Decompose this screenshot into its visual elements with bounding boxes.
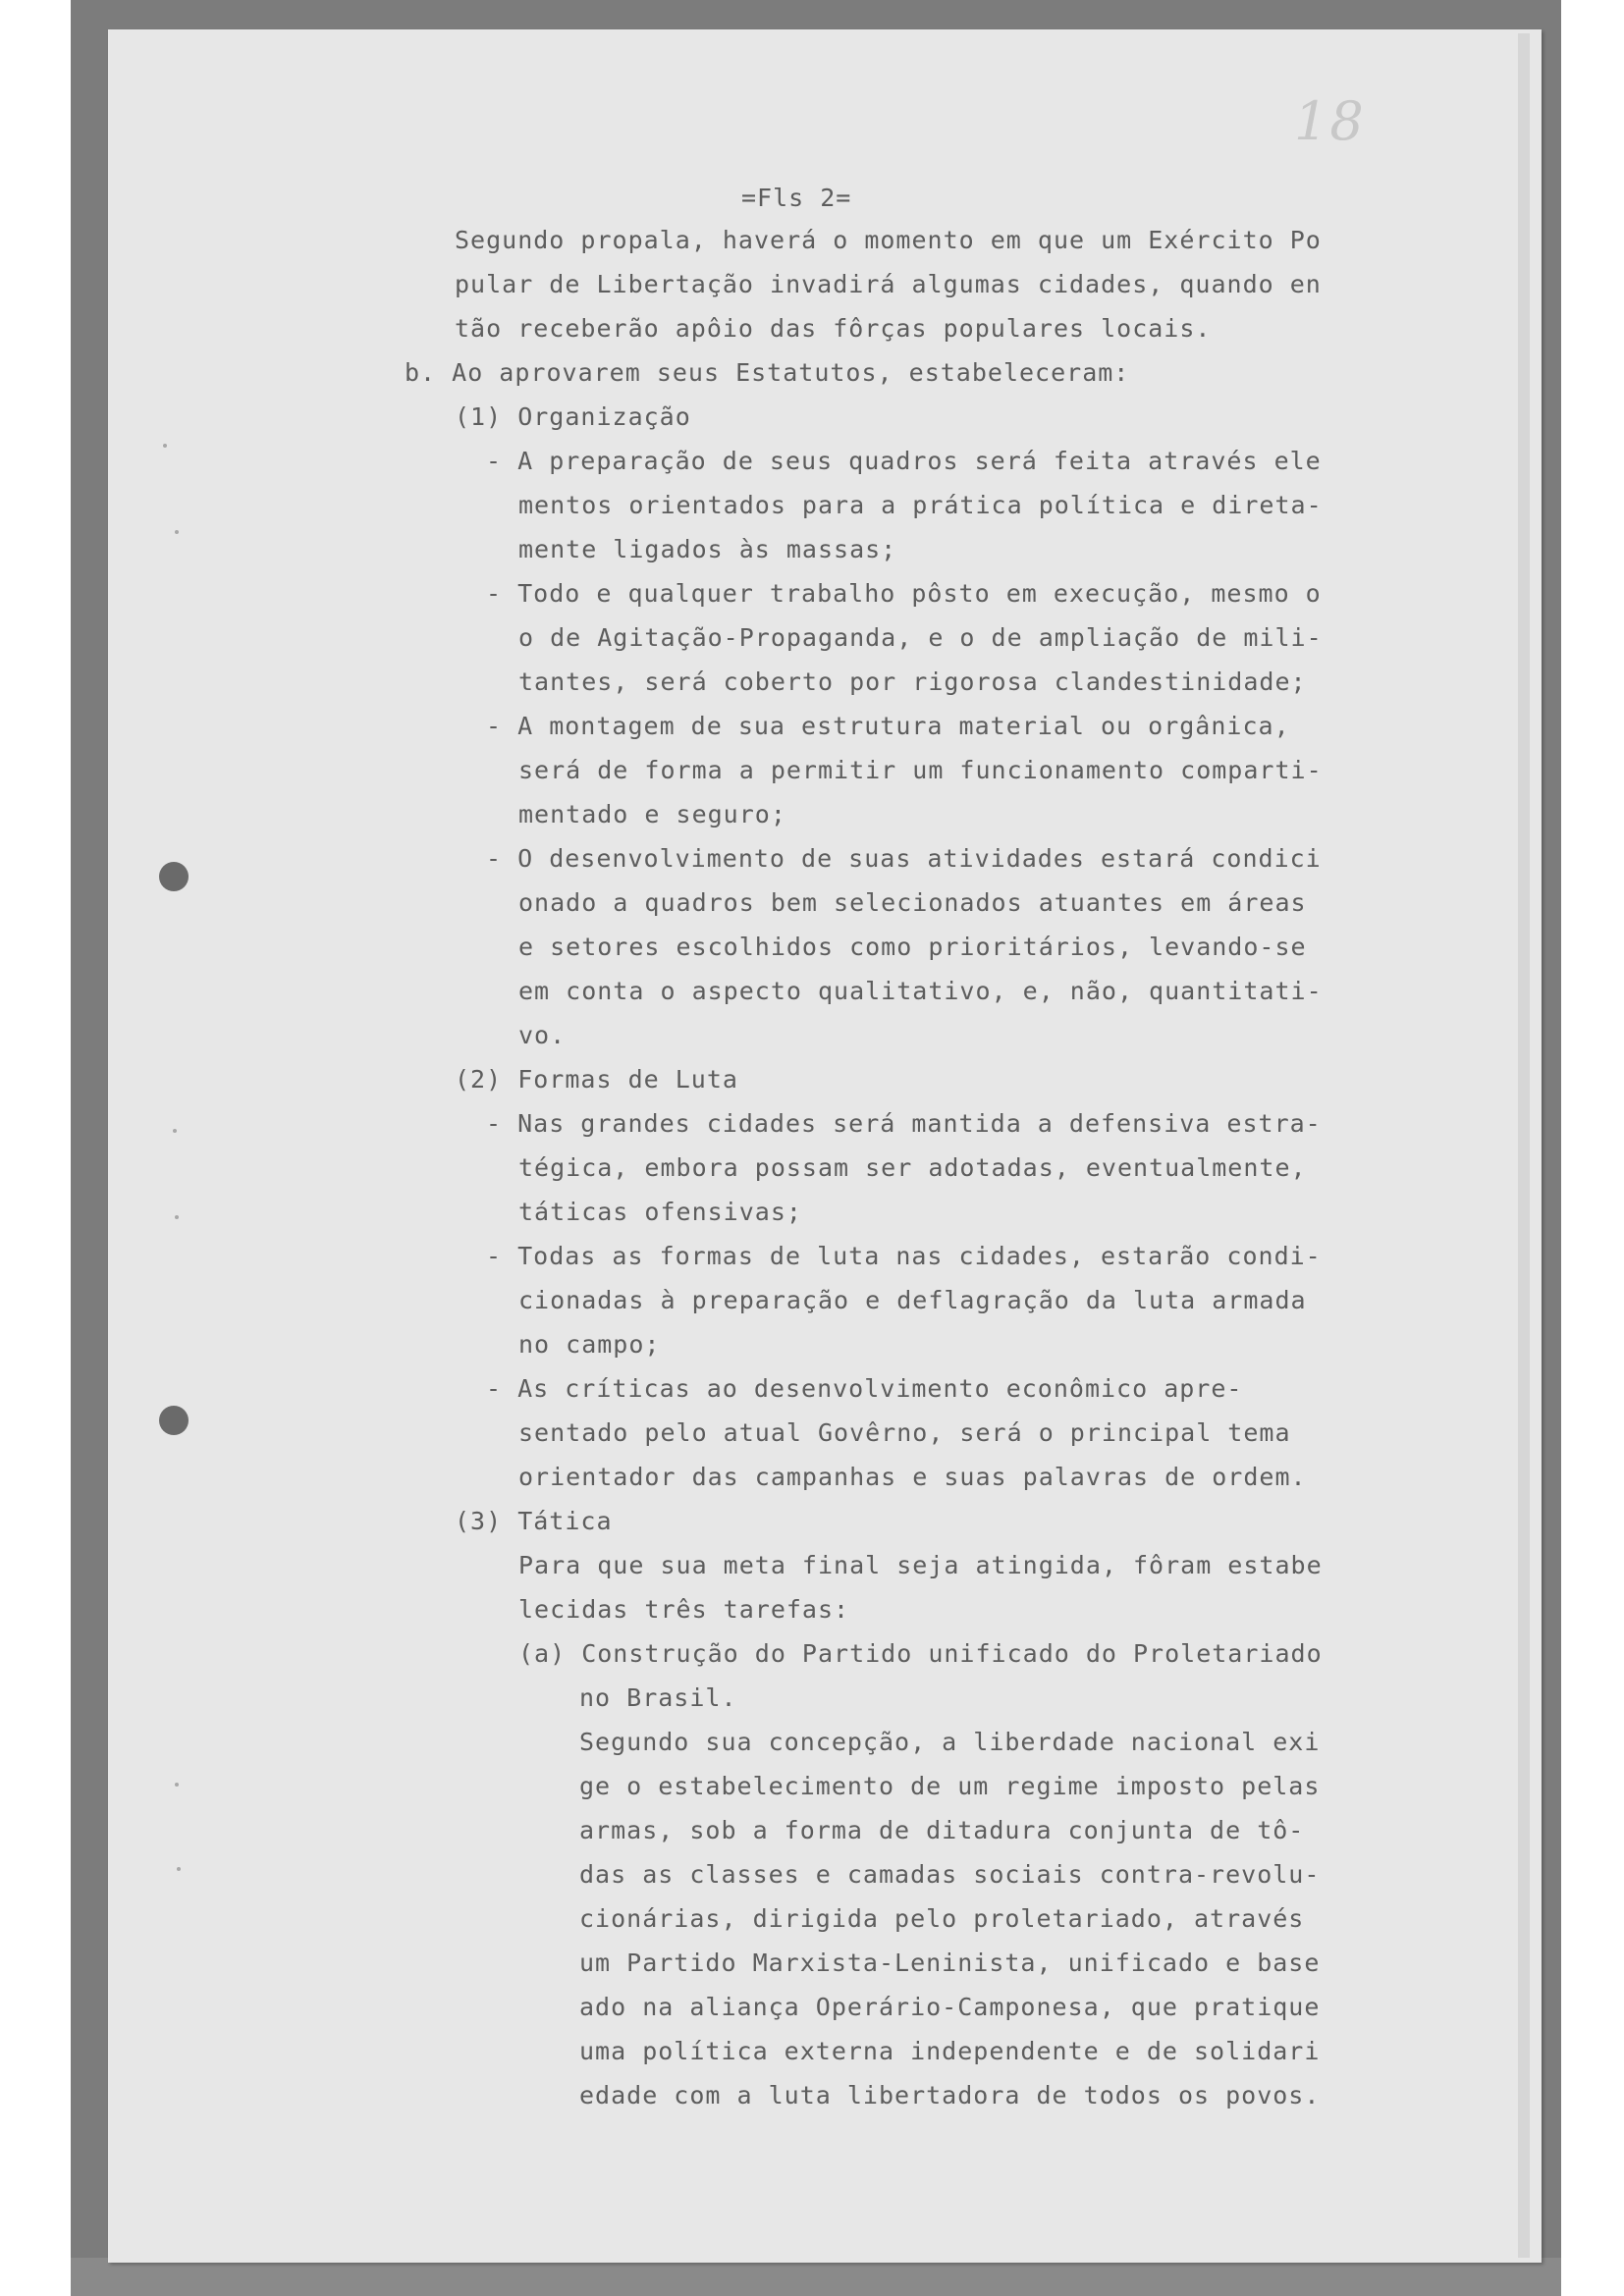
text-line: mente ligados às massas; <box>518 535 897 563</box>
text-line: ge o estabelecimento de um regime imposto pelas <box>579 1772 1321 1800</box>
text-line: em conta o aspecto qualitativo, e, não, quantitati- <box>518 977 1323 1005</box>
text-line: Segundo sua concepção, a liberdade nacional exi <box>579 1728 1321 1756</box>
text-line: - O desenvolvimento de suas atividades estará condici <box>486 844 1322 873</box>
text-line: - A montagem de sua estrutura material ou orgânica, <box>486 712 1290 740</box>
text-line: no Brasil. <box>579 1683 737 1712</box>
text-line: das as classes e camadas sociais contra-revolu- <box>579 1860 1321 1889</box>
text-line: será de forma a permitir um funcionamento comparti- <box>518 756 1323 784</box>
page-header: =Fls 2= <box>741 184 852 212</box>
text-line: Para que sua meta final seja atingida, fôram estabe <box>518 1551 1323 1579</box>
text-line: cionárias, dirigida pelo proletariado, através <box>579 1904 1305 1933</box>
text-line: - Todas as formas de luta nas cidades, estarão condi- <box>486 1242 1322 1270</box>
text-line: pular de Libertação invadirá algumas cidades, quando en <box>455 270 1322 298</box>
text-line: tantes, será coberto por rigorosa clandestinidade; <box>518 667 1307 696</box>
text-line: edade com a luta libertadora de todos os povos. <box>579 2081 1321 2109</box>
text-line: mentado e seguro; <box>518 800 786 828</box>
section-heading: (1) Organização <box>455 402 691 431</box>
text-line: e setores escolhidos como prioritários, levando-se <box>518 933 1307 961</box>
text-line: o de Agitação-Propaganda, e o de ampliação de mili- <box>518 623 1323 652</box>
text-line: tégica, embora possam ser adotadas, eventualmente, <box>518 1153 1307 1182</box>
section-heading: (3) Tática <box>455 1507 613 1535</box>
section-heading: (2) Formas de Luta <box>455 1065 738 1094</box>
text-line: b. Ao aprovarem seus Estatutos, estabeleceram: <box>405 358 1130 387</box>
text-line: no campo; <box>518 1330 661 1359</box>
text-line: - As críticas ao desenvolvimento econômico apre- <box>486 1374 1243 1403</box>
subsection-heading: (a) Construção do Partido unificado do Proletariado <box>518 1639 1323 1668</box>
text-line: uma política externa independente e de solidari <box>579 2037 1321 2065</box>
text-line: - Todo e qualquer trabalho pôsto em execução, mesmo o <box>486 579 1322 608</box>
text-line: mentos orientados para a prática política e direta- <box>518 491 1323 519</box>
text-line: sentado pelo atual Govêrno, será o principal tema <box>518 1418 1291 1447</box>
text-line: - A preparação de seus quadros será feita através ele <box>486 447 1322 475</box>
text-line: - Nas grandes cidades será mantida a defensiva estra- <box>486 1109 1322 1138</box>
text-line: lecidas três tarefas: <box>518 1595 850 1624</box>
text-line: onado a quadros bem selecionados atuantes em áreas <box>518 888 1307 917</box>
text-line: cionadas à preparação e deflagração da luta armada <box>518 1286 1307 1314</box>
text-line: um Partido Marxista-Leninista, unificado e base <box>579 1949 1321 1977</box>
text-line: armas, sob a forma de ditadura conjunta de tô- <box>579 1816 1305 1844</box>
handwritten-page-number: 18 <box>1294 90 1366 152</box>
text-line: vo. <box>518 1021 567 1049</box>
text-line: tão receberão apôio das fôrças populares locais. <box>455 314 1212 343</box>
text-line: táticas ofensivas; <box>518 1198 802 1226</box>
text-line: Segundo propala, haverá o momento em que um Exército Po <box>455 226 1322 254</box>
text-line: ado na aliança Operário-Camponesa, que pratique <box>579 1993 1321 2021</box>
text-line: orientador das campanhas e suas palavras de ordem. <box>518 1463 1307 1491</box>
